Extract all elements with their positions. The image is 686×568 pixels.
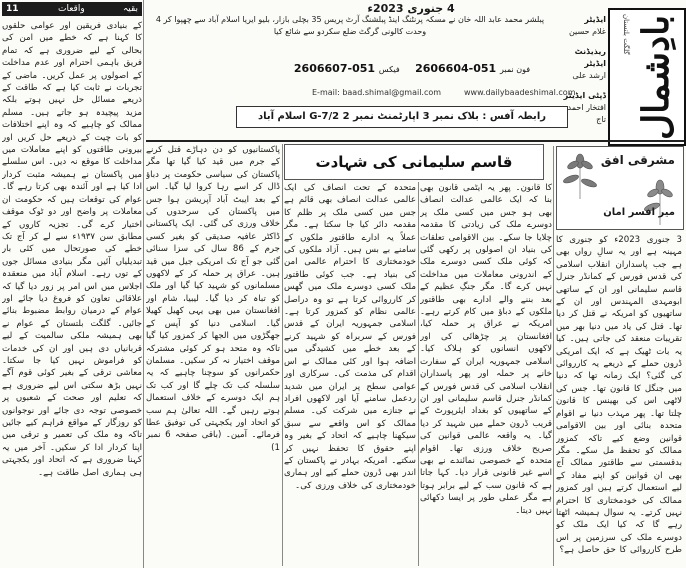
fax-label: فیکس <box>378 65 400 74</box>
left-column-text: کے بنیادی فریقین اور عوامی حلقوں کا کہنا ہے کہ خطے میں امن کی بحالی کے لیے ضروری ہے کہ تمام فریق باہمی احترام اور عدم مداخلت کے اصولوں پر عمل کریں۔ ماضی کے تجربات نے ثابت کیا ہے کہ طاقت کے ذریعے مسائل حل نہیں ہوتے بلکہ مزید پیچیدہ ہو جاتے ہیں۔ مسلم ممالک کو چاہیے کہ وہ اپنے اختلافات کو بات چیت کے ذریعے حل کریں اور بیرونی طاقتوں کو اپنے معاملات میں مداخلت کا موقع نہ دیں۔ اس سلسلے میں پاکستان نے ہمیشہ مثبت کردار ادا کیا ہے اور آئندہ بھی کرتا رہے گا۔ عوام کی توقعات ہیں کہ حکومت ان معاملات پر واضح اور دو ٹوک موقف اختیار کرے گی۔ تجزیہ کاروں کے مطابق سن ۱۹۳۷ء سے لے کر آج تک خطے کی صورتحال میں کئی بار تبدیلیاں آئیں مگر بنیادی مسائل جوں کے توں رہے۔ اسلام آباد میں منعقدہ اجلاس میں اس امر پر زور دیا گیا کہ علاقائی تعاون کو فروغ دیا جائے اور عوام کے درمیان روابط مضبوط بنائے جائیں۔ گلگت بلتستان کے عوام نے بھی ہمیشہ ملکی سالمیت کے لیے قربانیاں دی ہیں اور ان کی خدمات کو فراموش نہیں کیا جا سکتا۔ معاشی ترقی کے بغیر کوئی قوم آگے نہیں بڑھ سکتی اس لیے ضروری ہے کہ تعلیم اور صحت کے شعبوں پر خصوصی توجہ دی جائے اور نوجوانوں کو روزگار کے مواقع فراہم کیے جائیں تاکہ وہ ملک کی تعمیر و ترقی میں اپنا کردار ادا کر سکیں۔ آخر میں یہ کہنا ضروری ہے کہ اتحاد اور یکجہتی ہی ہماری اصل طاقت ہے۔ <box>2 21 142 478</box>
left-continuation-column <box>2 0 142 568</box>
continuation-tag: بقیہ <box>122 4 138 14</box>
email-address: E-mail: baad.shimal@gmail.com <box>312 88 442 97</box>
column-divider <box>553 146 554 566</box>
flower-ornament-icon <box>561 151 599 199</box>
staff-role: ڈپٹی ایڈیٹر <box>563 91 606 100</box>
phone-label: فون نمبر <box>500 65 531 74</box>
staff-name: ارشد علی <box>572 71 606 80</box>
column-author: میر افسر امان <box>603 207 675 218</box>
contact-numbers <box>262 62 562 82</box>
column-byline-box <box>556 146 684 230</box>
masthead-rule <box>146 140 684 142</box>
logo-wordmark: بادِشمال <box>635 14 677 140</box>
column-divider <box>143 0 144 568</box>
newspaper-logo <box>608 8 686 146</box>
office-address: رابطہ آفس : بلاک نمبر 3 اپارٹمنٹ نمبر 2 G-7/2 اسلام آباد <box>236 106 568 128</box>
phone-number: 051-2606604 <box>415 62 497 75</box>
left-column-header <box>2 2 142 16</box>
article-headline: قاسم سلیمانی کی شہادت <box>284 144 544 180</box>
masthead <box>146 0 684 150</box>
column-divider <box>282 144 283 566</box>
website-url: www.dailybaadeshimal.com <box>464 88 576 97</box>
section-label: واقعات <box>58 4 85 14</box>
issue-date: 4 جنوری 2023ء <box>367 2 455 15</box>
logo-region-tag: گلگت بلتستان <box>622 14 630 55</box>
column-title: مشرقی افق <box>600 153 675 167</box>
fax-number: 051-2606607 <box>293 62 376 75</box>
article-column-2: کا قانون۔ پھر یہ ایٹمی قانون بھی بنا کہ ایک عالمی عدالت انصاف بھی ہو جس میں کسی ملک پر دوسرے ملک کی زیادتی کا مقدمہ چلایا جا سکے۔ بین الاقوامی تعلقات کی بنیاد ان اصولوں پر رکھی گئی کہ کوئی ملک کسی دوسرے ملک کے اندرونی معاملات میں مداخلت نہیں کرے گا۔ مگر جنگِ عظیم کے بعد بننے والے ادارے بھی طاقتور ملکوں کے دباؤ میں کام کرتے رہے۔ امریکہ نے عراق پر حملہ کیا، افغانستان پر چڑھائی کی اور لاکھوں انسانوں کو ہلاک کیا۔ اسلامی جمہوریہ ایران کے سفارت خانے پر حملہ اور پھر پاسداران انقلاب اسلامی کی قدس فورس کے کمانڈر جنرل قاسم سلیمانی اور ان کے ساتھیوں کو بغداد ایئرپورٹ کے قریب ڈرون حملے میں شہید کر دیا گیا۔ یہ واقعہ عالمی قوانین کی صریح خلاف ورزی تھا۔ اقوام متحدہ کے خصوصی نمائندے نے بھی اسے غیر قانونی قرار دیا۔ کہا جاتا ہے کہ قانون سب کے لیے برابر ہوتا ہے مگر عملی طور پر ایسا دکھائی نہیں دیتا۔ <box>420 183 552 516</box>
column-divider <box>418 182 419 566</box>
staff-list <box>562 14 606 132</box>
article-column-4: پاکستانیوں کو دن دہاڑے قتل کرنے کے جرم میں قید کیا گیا تھا مگر پاکستان کی سیاسی حکومت پر دباؤ ڈال کر اسے رہا کروا لیا گیا۔ اس کے بعد ایبٹ آباد آپریشن ہوا جس میں پاکستان کی سرحدوں کی خلاف ورزی کی گئی۔ ایک پاکستانی ڈاکٹر عافیہ صدیقی کو بغیر کسی جرم کے 86 سال کی سزا سنائی گئی جو آج تک امریکی جیل میں قید ہیں۔ عراق پر حملہ کر کے لاکھوں مسلمانوں کو شہید کیا گیا اور ملک کو تباہ کر دیا گیا۔ لیبیا، شام اور افغانستان میں بھی یہی کھیل کھیلا گیا۔ اسلامی دنیا کو آپس کے جھگڑوں میں الجھا کر کمزور کیا گیا تاکہ وہ متحد ہو کر کوئی مشترکہ موقف اختیار نہ کر سکیں۔ مسلمان حکمرانوں کو سوچنا چاہیے کہ یہ سلسلہ کب تک چلے گا اور کب تک ہم ایک دوسرے کے خلاف استعمال ہوتے رہیں گے۔ اللہ تعالیٰ ہم سب کو اتحاد اور یکجہتی کی توفیق عطا فرمائے۔ آمین۔ (باقی صفحہ 6 نمبر 1) <box>146 145 280 453</box>
article-column-3: متحدہ کے تحت انصاف کی ایک عالمی عدالت انصاف بھی قائم ہے جس میں کسی ملک پر ظلم کا مقدمہ دائر کیا جا سکتا ہے۔ مگر عملاً یہ ادارے طاقتور ملکوں کے سامنے بے بس ہیں۔ آزاد ملکوں کی خودمختاری کا احترام عالمی امن کی بنیاد ہے۔ جب کوئی طاقتور ملک کسی دوسرے ملک میں گھس کر کارروائی کرتا ہے تو وہ دراصل عالمی نظام کو کمزور کرتا ہے۔ اسلامی جمہوریہ ایران کے قدس فورس کے سربراہ کو شہید کرنے کے بعد خطے میں کشیدگی میں اضافہ ہوا اور کئی ممالک نے اس اقدام کی مذمت کی۔ سرکاری اور عوامی سطح پر ایران میں شدید ردعمل سامنے آیا اور لاکھوں افراد نے جنازے میں شرکت کی۔ مسلم ممالک کو اس واقعے سے سبق سیکھنا چاہیے کہ اتحاد کے بغیر وہ اپنے حقوق کا تحفظ نہیں کر سکتے۔ امریکہ بہادر نے پاکستان کے اندر بھی ڈرون حملے کیے اور ہماری خودمختاری کی خلاف ورزی کی۔ <box>284 183 416 491</box>
publisher-imprint: پبلشر محمد عابد اللہ خان نے مسکہ پرنٹنگ اینڈ پبلشنگ آرٹ پریس 35 بچلی بازار، بلیو ایریا اسلام آباد سے چھپوا کر 4 وحدت کالونی گرگٹ ضلع سکردو سے شائع کیا <box>155 15 545 36</box>
page-number: 11 <box>6 4 19 14</box>
staff-role: ایڈیٹر <box>584 15 606 24</box>
web-contact-row <box>312 88 576 100</box>
article-column-1: 3 جنوری 2023ء کو جنوری کا مہینہ ہے اور یہ سالِ رواں بھی ہے جب پاسداران انقلاب اسلامی کی قدس فورس کے کمانڈر جنرل قاسم سلیمانی اور ان کے ساتھی ابومہدی المہندس اور ان کے ساتھیوں کو امریکہ نے قتل کر دیا تھا۔ قتل کی یاد میں دنیا بھر میں تقریبات منعقد کی جاتی ہیں۔ کیا یہ بات ٹھیک ہے کہ ایک امریکی ڈرون حملے کے ذریعے یہ کارروائی کی گئی؟ ایک زمانہ تھا کہ دنیا میں جنگل کا قانون تھا۔ جس کی لاٹھی اس کی بھینس کا قانون چلتا تھا۔ پھر مہذب دنیا نے اقوام متحدہ بنائی اور بین الاقوامی قوانین وضع کیے تاکہ کمزور ممالک کو تحفظ مل سکے۔ مگر بدقسمتی سے طاقتور ممالک آج بھی ان قوانین کو اپنے مفاد کے لیے استعمال کرتے ہیں اور کمزور ممالک کی خودمختاری کا احترام نہیں کرتے۔ یہ سوال ہمیشہ اٹھتا رہے گا کہ کیا ایک ملک کو دوسرے ملک کی سرزمین پر اس طرح کارروائی کا حق حاصل ہے؟ <box>556 235 682 556</box>
staff-name: افتخار احمد تاج <box>567 103 606 124</box>
staff-role: ریذیڈنٹ ایڈیٹر <box>574 47 606 68</box>
staff-name: غلام حسین <box>568 27 606 36</box>
